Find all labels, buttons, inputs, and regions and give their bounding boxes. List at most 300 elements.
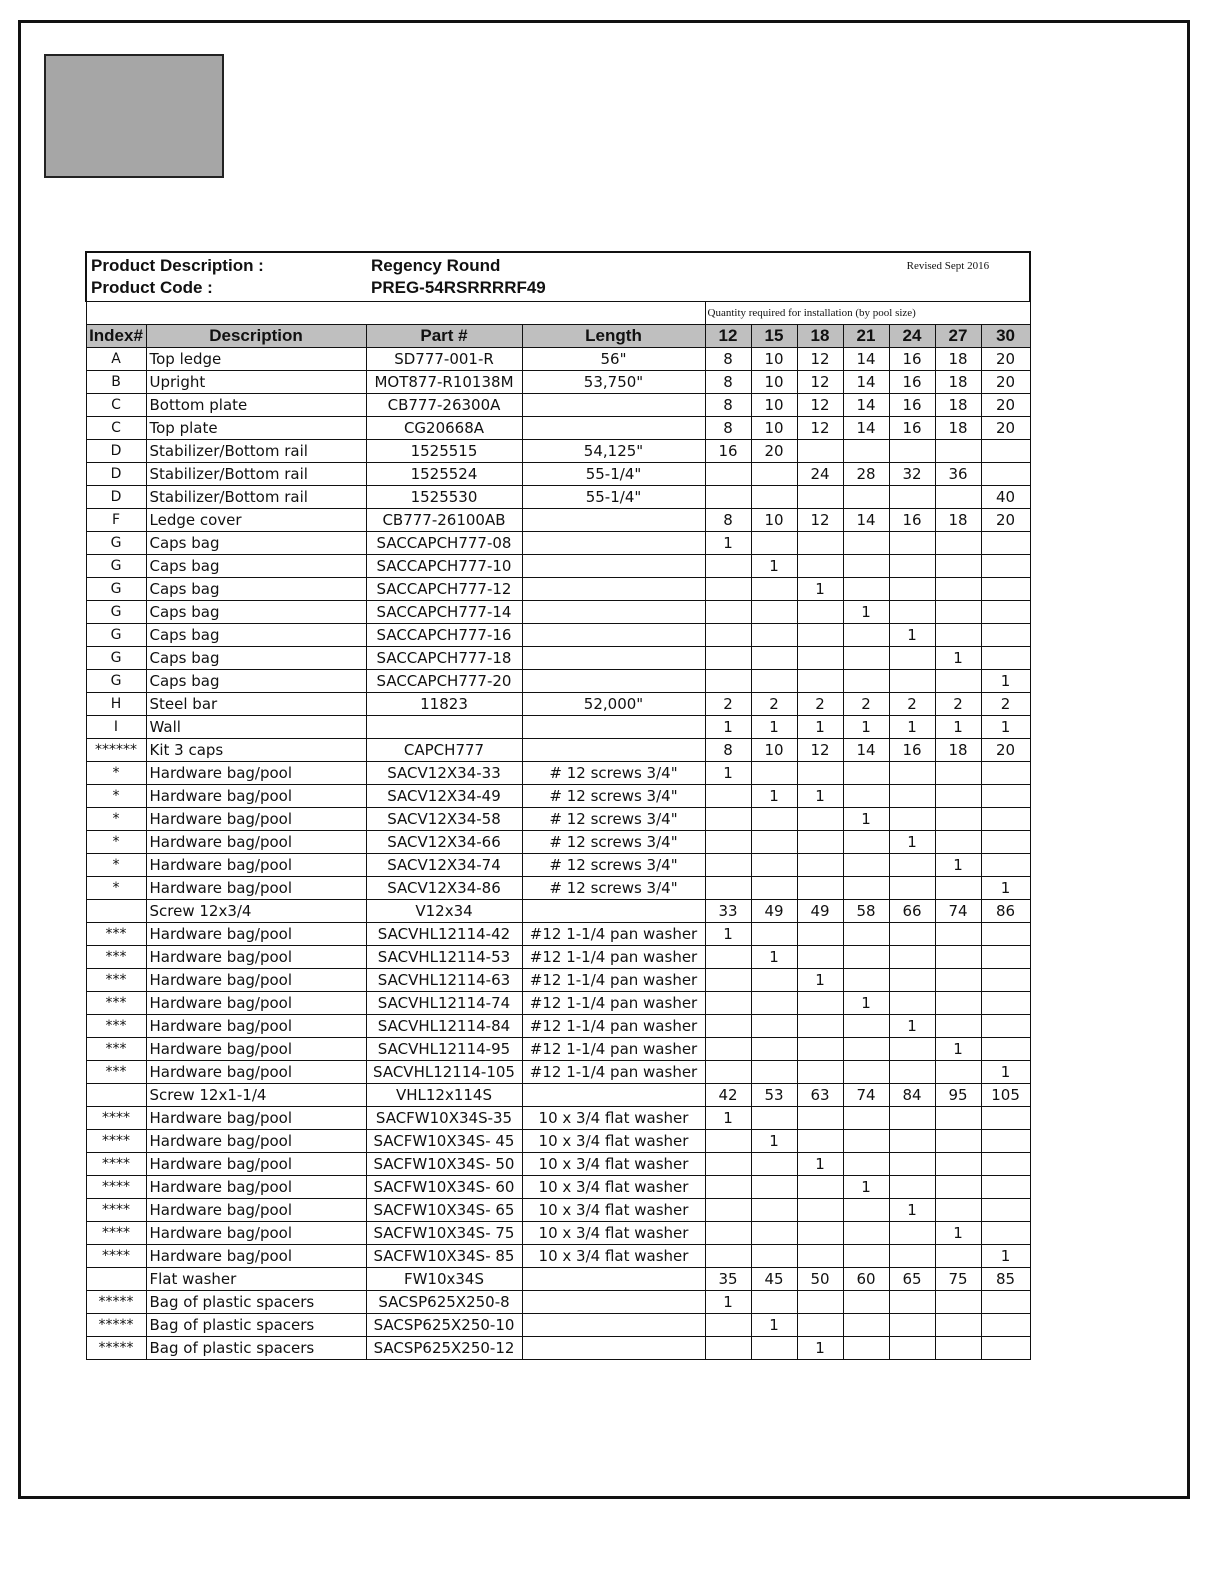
length-cell: [522, 900, 705, 923]
description-cell: Hardware bag/pool: [146, 854, 366, 877]
part-number-cell: SACFW10X34S- 75: [366, 1222, 522, 1245]
index-cell: H: [86, 693, 146, 716]
quantity-cell: 75: [935, 1268, 981, 1291]
table-row: [86, 371, 1030, 394]
table-row: [86, 854, 1030, 877]
quantity-cell: 8: [705, 509, 751, 532]
part-number-cell: SACFW10X34S- 65: [366, 1199, 522, 1222]
quantity-cell: 1: [843, 808, 889, 831]
col-size-18: 18: [797, 325, 843, 348]
quantity-cell: [705, 808, 751, 831]
quantity-cell: [843, 854, 889, 877]
quantity-cell: [751, 1337, 797, 1360]
quantity-cell: [889, 992, 935, 1015]
quantity-cell: [889, 578, 935, 601]
table-row: [86, 1038, 1030, 1061]
part-number-cell: SACFW10X34S- 50: [366, 1153, 522, 1176]
description-cell: Hardware bag/pool: [146, 1222, 366, 1245]
quantity-cell: [981, 946, 1030, 969]
index-cell: [86, 900, 146, 923]
quantity-cell: [935, 1130, 981, 1153]
col-index: Index#: [86, 325, 146, 348]
quantity-cell: [797, 624, 843, 647]
quantity-cell: [889, 1222, 935, 1245]
index-cell: G: [86, 647, 146, 670]
quantity-cell: [751, 647, 797, 670]
table-row: [86, 348, 1030, 371]
quantity-cell: [935, 1337, 981, 1360]
quantity-cell: 18: [935, 509, 981, 532]
quantity-cell: [889, 923, 935, 946]
description-cell: Top ledge: [146, 348, 366, 371]
index-cell: ****: [86, 1153, 146, 1176]
quantity-cell: 85: [981, 1268, 1030, 1291]
quantity-cell: 105: [981, 1084, 1030, 1107]
quantity-cell: 1: [797, 578, 843, 601]
quantity-cell: 84: [889, 1084, 935, 1107]
quantity-cell: 16: [889, 348, 935, 371]
quantity-cell: [751, 992, 797, 1015]
table-row: [86, 1015, 1030, 1038]
quantity-cell: 1: [797, 969, 843, 992]
table-row: [86, 601, 1030, 624]
quantity-cell: 20: [981, 739, 1030, 762]
quantity-cell: 2: [705, 693, 751, 716]
index-cell: *****: [86, 1314, 146, 1337]
quantity-cell: 35: [705, 1268, 751, 1291]
quantity-cell: [843, 1130, 889, 1153]
index-cell: *: [86, 854, 146, 877]
part-number-cell: CAPCH777: [366, 739, 522, 762]
quantity-cell: [843, 670, 889, 693]
quantity-cell: [797, 992, 843, 1015]
product-code-value: PREG-54RSRRRRF49: [371, 278, 546, 297]
quantity-cell: [797, 1222, 843, 1245]
quantity-cell: [705, 463, 751, 486]
quantity-cell: [705, 670, 751, 693]
length-cell: 55-1/4": [522, 486, 705, 509]
quantity-cell: [797, 1176, 843, 1199]
description-cell: Steel bar: [146, 693, 366, 716]
index-cell: *****: [86, 1291, 146, 1314]
quantity-cell: [935, 831, 981, 854]
quantity-cell: [935, 1314, 981, 1337]
description-cell: Caps bag: [146, 647, 366, 670]
parts-sheet: [85, 251, 1029, 1360]
quantity-cell: 1: [797, 1153, 843, 1176]
description-cell: Kit 3 caps: [146, 739, 366, 762]
part-number-cell: SACV12X34-86: [366, 877, 522, 900]
index-cell: ****: [86, 1222, 146, 1245]
quantity-cell: 45: [751, 1268, 797, 1291]
part-number-cell: SACV12X34-66: [366, 831, 522, 854]
col-size-24: 24: [889, 325, 935, 348]
quantity-cell: 20: [981, 509, 1030, 532]
index-cell: ****: [86, 1245, 146, 1268]
quantity-cell: 1: [705, 762, 751, 785]
part-number-cell: SACFW10X34S- 45: [366, 1130, 522, 1153]
quantity-cell: 12: [797, 371, 843, 394]
description-cell: Caps bag: [146, 555, 366, 578]
quantity-cell: 14: [843, 348, 889, 371]
quantity-cell: 1: [935, 1222, 981, 1245]
part-number-cell: SACFW10X34S- 60: [366, 1176, 522, 1199]
quantity-cell: 32: [889, 463, 935, 486]
index-cell: *: [86, 877, 146, 900]
description-cell: Bag of plastic spacers: [146, 1337, 366, 1360]
description-cell: Hardware bag/pool: [146, 785, 366, 808]
table-row: [86, 1199, 1030, 1222]
table-row: [86, 1337, 1030, 1360]
index-cell: ****: [86, 1199, 146, 1222]
quantity-cell: 14: [843, 394, 889, 417]
quantity-cell: [705, 969, 751, 992]
index-cell: ***: [86, 1061, 146, 1084]
quantity-cell: 16: [889, 509, 935, 532]
quantity-cell: 24: [797, 463, 843, 486]
quantity-cell: 1: [705, 532, 751, 555]
quantity-cell: [705, 486, 751, 509]
part-number-cell: SACCAPCH777-20: [366, 670, 522, 693]
table-row: [86, 578, 1030, 601]
quantity-cell: 18: [935, 348, 981, 371]
description-cell: Hardware bag/pool: [146, 923, 366, 946]
quantity-cell: 20: [981, 371, 1030, 394]
length-cell: [522, 555, 705, 578]
quantity-cell: [797, 946, 843, 969]
quantity-cell: [981, 1153, 1030, 1176]
length-cell: # 12 screws 3/4": [522, 854, 705, 877]
quantity-cell: 20: [981, 348, 1030, 371]
table-row: [86, 1245, 1030, 1268]
quantity-cell: [751, 1107, 797, 1130]
quantity-cell: 66: [889, 900, 935, 923]
quantity-cell: [981, 785, 1030, 808]
description-cell: Hardware bag/pool: [146, 831, 366, 854]
description-cell: Bag of plastic spacers: [146, 1291, 366, 1314]
length-cell: [522, 578, 705, 601]
quantity-cell: [843, 1015, 889, 1038]
quantity-cell: [843, 969, 889, 992]
part-number-cell: SACCAPCH777-10: [366, 555, 522, 578]
table-row: [86, 1084, 1030, 1107]
quantity-cell: [889, 1245, 935, 1268]
description-cell: Hardware bag/pool: [146, 1153, 366, 1176]
quantity-cell: [889, 440, 935, 463]
quantity-cell: 12: [797, 394, 843, 417]
quantity-cell: [705, 946, 751, 969]
quantity-cell: [843, 1314, 889, 1337]
description-cell: Bag of plastic spacers: [146, 1314, 366, 1337]
quantity-cell: [843, 877, 889, 900]
quantity-cell: [797, 1107, 843, 1130]
quantity-cell: 16: [889, 739, 935, 762]
quantity-cell: 1: [935, 716, 981, 739]
index-cell: ******: [86, 739, 146, 762]
quantity-cell: [751, 969, 797, 992]
length-cell: #12 1-1/4 pan washer: [522, 1015, 705, 1038]
quantity-cell: [843, 647, 889, 670]
quantity-cell: [981, 923, 1030, 946]
description-cell: Hardware bag/pool: [146, 1199, 366, 1222]
quantity-cell: [797, 854, 843, 877]
quantity-cell: [981, 1222, 1030, 1245]
quantity-cell: [843, 440, 889, 463]
quantity-cell: 1: [843, 716, 889, 739]
part-number-cell: SACCAPCH777-12: [366, 578, 522, 601]
length-cell: #12 1-1/4 pan washer: [522, 969, 705, 992]
quantity-cell: [843, 555, 889, 578]
quantity-cell: [751, 1153, 797, 1176]
quantity-cell: [889, 946, 935, 969]
quantity-cell: [935, 808, 981, 831]
quantity-cell: [981, 808, 1030, 831]
quantity-cell: [797, 1038, 843, 1061]
description-cell: Caps bag: [146, 601, 366, 624]
quantity-cell: 2: [751, 693, 797, 716]
part-number-cell: SACVHL12114-74: [366, 992, 522, 1015]
table-row: [86, 923, 1030, 946]
quantity-cell: [705, 555, 751, 578]
length-cell: #12 1-1/4 pan washer: [522, 1061, 705, 1084]
index-cell: G: [86, 601, 146, 624]
column-header-row: [86, 325, 1030, 348]
quantity-cell: 1: [751, 785, 797, 808]
part-number-cell: CG20668A: [366, 417, 522, 440]
quantity-cell: [981, 440, 1030, 463]
quantity-cell: 1: [889, 716, 935, 739]
quantity-cell: [843, 1291, 889, 1314]
quantity-cell: [935, 1199, 981, 1222]
quantity-cell: [797, 1061, 843, 1084]
part-number-cell: 1525524: [366, 463, 522, 486]
quantity-cell: [843, 923, 889, 946]
quantity-cell: 10: [751, 371, 797, 394]
table-row: [86, 1291, 1030, 1314]
quantity-cell: 1: [751, 1314, 797, 1337]
quantity-cell: 1: [843, 1176, 889, 1199]
description-cell: Bottom plate: [146, 394, 366, 417]
table-row: [86, 716, 1030, 739]
quantity-cell: 1: [751, 555, 797, 578]
quantity-cell: 16: [889, 394, 935, 417]
quantity-cell: [889, 969, 935, 992]
quantity-cell: [705, 578, 751, 601]
part-number-cell: SACFW10X34S-35: [366, 1107, 522, 1130]
length-cell: 55-1/4": [522, 463, 705, 486]
length-cell: [522, 739, 705, 762]
length-cell: [522, 509, 705, 532]
quantity-cell: [751, 601, 797, 624]
part-number-cell: 1525515: [366, 440, 522, 463]
length-cell: 10 x 3/4 flat washer: [522, 1199, 705, 1222]
quantity-cell: [981, 1107, 1030, 1130]
description-cell: Top plate: [146, 417, 366, 440]
part-number-cell: SACCAPCH777-08: [366, 532, 522, 555]
quantity-cell: [843, 1199, 889, 1222]
quantity-cell: [889, 785, 935, 808]
quantity-cell: [843, 486, 889, 509]
quantity-cell: [935, 946, 981, 969]
description-cell: Hardware bag/pool: [146, 1015, 366, 1038]
table-row: [86, 739, 1030, 762]
table-row: [86, 831, 1030, 854]
quantity-cell: 1: [981, 670, 1030, 693]
quantity-cell: 1: [705, 716, 751, 739]
quantity-cell: [751, 1245, 797, 1268]
quantity-cell: 10: [751, 509, 797, 532]
quantity-cell: 1: [705, 1107, 751, 1130]
table-row: [86, 1314, 1030, 1337]
quantity-cell: 74: [935, 900, 981, 923]
length-cell: # 12 screws 3/4": [522, 831, 705, 854]
quantity-cell: [797, 670, 843, 693]
quantity-cell: [843, 624, 889, 647]
quantity-cell: 2: [981, 693, 1030, 716]
index-cell: [86, 1084, 146, 1107]
quantity-cell: [843, 1107, 889, 1130]
quantity-cell: 14: [843, 739, 889, 762]
quantity-cell: [935, 1291, 981, 1314]
quantity-cell: [797, 601, 843, 624]
quantity-cell: [797, 1245, 843, 1268]
quantity-cell: 8: [705, 394, 751, 417]
index-cell: B: [86, 371, 146, 394]
table-row: [86, 969, 1030, 992]
index-cell: ***: [86, 1038, 146, 1061]
quantity-cell: [797, 1314, 843, 1337]
table-row: [86, 509, 1030, 532]
quantity-cell: 1: [935, 1038, 981, 1061]
index-cell: *: [86, 785, 146, 808]
quantity-cell: [935, 440, 981, 463]
quantity-cell: [797, 877, 843, 900]
quantity-cell: 12: [797, 348, 843, 371]
length-cell: 10 x 3/4 flat washer: [522, 1176, 705, 1199]
quantity-cell: 58: [843, 900, 889, 923]
caption-spacer: [86, 302, 705, 325]
quantity-cell: [981, 969, 1030, 992]
index-cell: ****: [86, 1107, 146, 1130]
table-row: [86, 555, 1030, 578]
quantity-cell: [751, 877, 797, 900]
table-row: [86, 417, 1030, 440]
length-cell: # 12 screws 3/4": [522, 808, 705, 831]
quantity-cell: [797, 1291, 843, 1314]
description-cell: Hardware bag/pool: [146, 969, 366, 992]
part-number-cell: SACSP625X250-10: [366, 1314, 522, 1337]
quantity-cell: [705, 1061, 751, 1084]
quantity-cell: 1: [889, 1015, 935, 1038]
quantity-cell: 2: [889, 693, 935, 716]
length-cell: #12 1-1/4 pan washer: [522, 1038, 705, 1061]
quantity-cell: 1: [889, 831, 935, 854]
quantity-cell: 1: [751, 716, 797, 739]
table-row: [86, 647, 1030, 670]
part-number-cell: SACV12X34-49: [366, 785, 522, 808]
quantity-cell: [935, 532, 981, 555]
part-number-cell: SACV12X34-58: [366, 808, 522, 831]
quantity-cell: [981, 1038, 1030, 1061]
quantity-cell: [843, 1061, 889, 1084]
quantity-cell: [935, 762, 981, 785]
quantity-cell: [705, 601, 751, 624]
col-size-27: 27: [935, 325, 981, 348]
quantity-cell: [705, 1222, 751, 1245]
quantity-cell: 18: [935, 739, 981, 762]
length-cell: [522, 1314, 705, 1337]
length-cell: #12 1-1/4 pan washer: [522, 992, 705, 1015]
length-cell: # 12 screws 3/4": [522, 785, 705, 808]
quantity-cell: [797, 532, 843, 555]
quantity-cell: [935, 1015, 981, 1038]
quantity-cell: 86: [981, 900, 1030, 923]
quantity-cell: [705, 785, 751, 808]
length-cell: 52,000": [522, 693, 705, 716]
revised-date: Revised Sept 2016: [906, 260, 990, 272]
part-number-cell: SACV12X34-74: [366, 854, 522, 877]
index-cell: *: [86, 762, 146, 785]
part-number-cell: SACVHL12114-105: [366, 1061, 522, 1084]
quantity-cell: [981, 992, 1030, 1015]
col-size-12: 12: [705, 325, 751, 348]
quantity-cell: [751, 1176, 797, 1199]
index-cell: A: [86, 348, 146, 371]
quantity-cell: 10: [751, 394, 797, 417]
length-cell: #12 1-1/4 pan washer: [522, 946, 705, 969]
length-cell: 56": [522, 348, 705, 371]
quantity-cell: 20: [751, 440, 797, 463]
index-cell: ****: [86, 1130, 146, 1153]
quantity-cell: [751, 854, 797, 877]
quantity-cell: 16: [889, 371, 935, 394]
quantity-cell: 1: [981, 1061, 1030, 1084]
quantity-cell: 60: [843, 1268, 889, 1291]
quantity-cell: [751, 463, 797, 486]
quantity-cell: 18: [935, 394, 981, 417]
quantity-cell: [889, 1061, 935, 1084]
quantity-cell: 1: [935, 647, 981, 670]
quantity-cell: [889, 1314, 935, 1337]
table-row: [86, 900, 1030, 923]
quantity-cell: [751, 1199, 797, 1222]
quantity-cell: 1: [797, 1337, 843, 1360]
quantity-cell: 50: [797, 1268, 843, 1291]
product-header: [86, 252, 1030, 302]
quantity-cell: [705, 1245, 751, 1268]
index-cell: [86, 1268, 146, 1291]
part-number-cell: SACVHL12114-95: [366, 1038, 522, 1061]
quantity-cell: 12: [797, 417, 843, 440]
table-row: [86, 1222, 1030, 1245]
description-cell: Hardware bag/pool: [146, 1130, 366, 1153]
quantity-cell: [705, 1199, 751, 1222]
part-number-cell: SD777-001-R: [366, 348, 522, 371]
quantity-cell: 18: [935, 417, 981, 440]
quantity-cell: 1: [981, 877, 1030, 900]
quantity-cell: [981, 1291, 1030, 1314]
quantity-cell: [797, 555, 843, 578]
quantity-cell: [889, 854, 935, 877]
length-cell: [522, 417, 705, 440]
description-cell: Hardware bag/pool: [146, 992, 366, 1015]
quantity-cell: 8: [705, 371, 751, 394]
length-cell: [522, 716, 705, 739]
part-number-cell: CB777-26100AB: [366, 509, 522, 532]
description-cell: Caps bag: [146, 532, 366, 555]
quantity-cell: [797, 831, 843, 854]
quantity-cell: 20: [981, 394, 1030, 417]
